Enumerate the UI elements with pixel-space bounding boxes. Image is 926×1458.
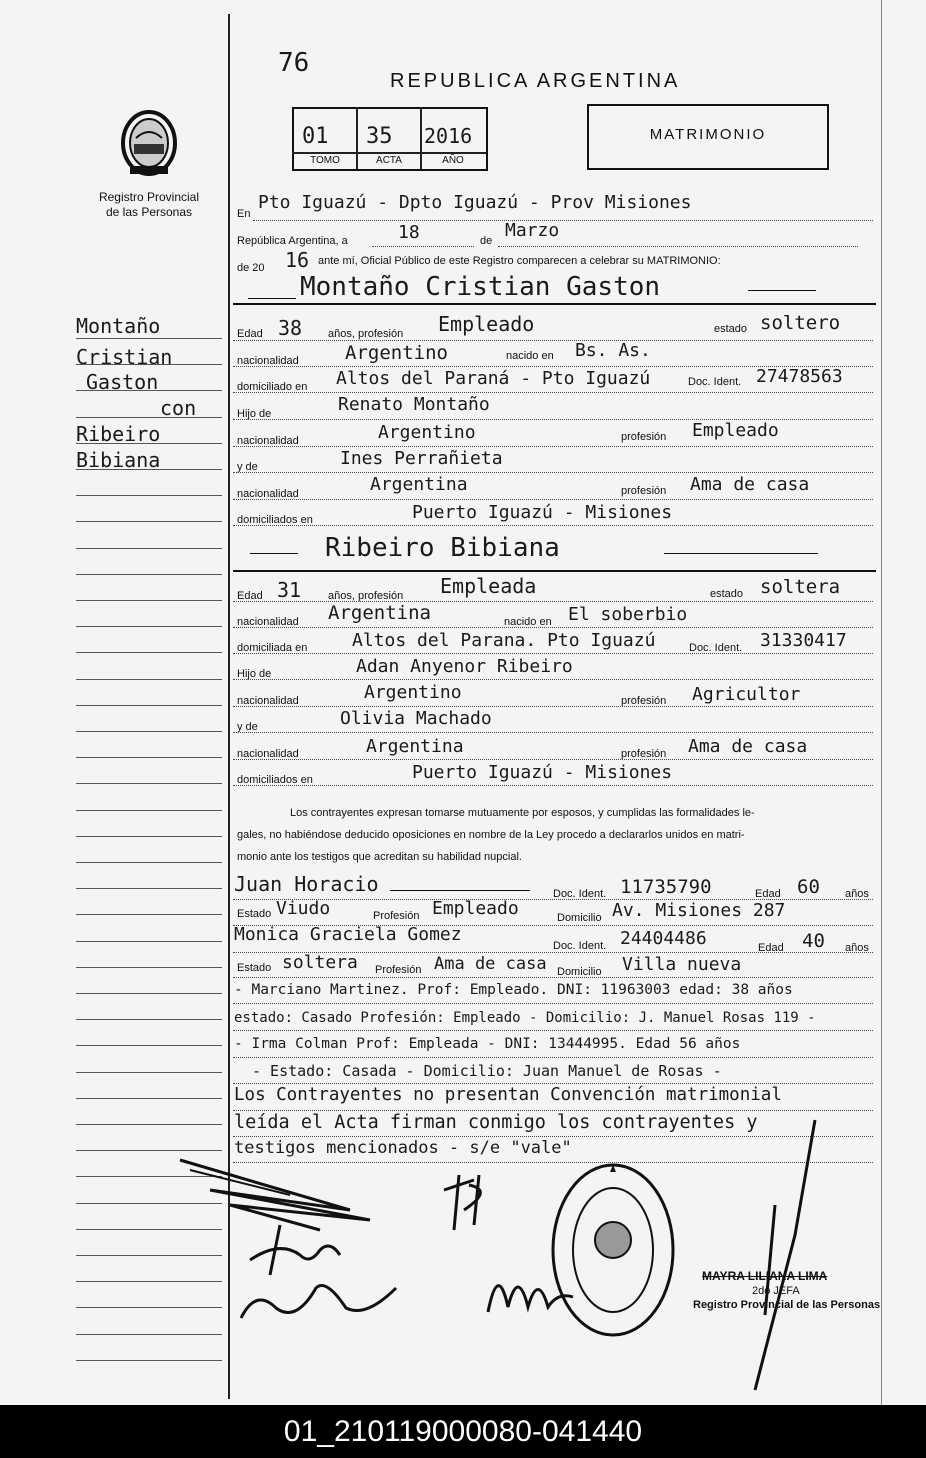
witness2-doc-label: Doc. Ident. [553, 940, 607, 952]
declaration-line2: gales, no habiéndose deducido oposiciones en nombre de la Ley procedo a declararlos unidos en matri- [237, 829, 745, 841]
intro-text: ante mí, Oficial Público de este Registro comparecen a celebrar su MATRIMONIO: [318, 255, 721, 267]
witness1-address-label: Domicilio [557, 912, 602, 924]
groom-nationality-label: nacionalidad [237, 355, 299, 367]
margin-rule-line [76, 652, 222, 653]
note-line: leída el Acta firman conmigo los contrayentes y [234, 1112, 758, 1133]
de-label: de [480, 235, 493, 247]
bride-father-profession-label: profesión [621, 695, 667, 707]
bride-doc: 31330417 [760, 630, 847, 651]
groom-father-nationality: Argentino [378, 422, 476, 443]
bride-nationality: Argentina [328, 602, 431, 624]
witness1-profession: Empleado [432, 898, 519, 919]
registry-name-line1: Registro Provincial [98, 190, 200, 204]
margin-rule-line [76, 600, 222, 601]
witness1-age: 60 [797, 876, 820, 898]
registry-name-line2: de las Personas [105, 205, 193, 219]
groom-mother-label: y de [237, 461, 258, 473]
margin-rule-line [76, 417, 222, 418]
margin-rule-line [76, 967, 222, 968]
margin-note-line: Montaño [76, 314, 161, 338]
act-type-box [587, 104, 829, 170]
margin-note-line: Gaston [86, 370, 159, 394]
witness2-status-label: Estado [237, 962, 272, 974]
margin-rule-line [76, 1281, 222, 1282]
margin-rule-line [76, 1255, 222, 1256]
official-signature-stroke [735, 1115, 825, 1395]
bride-status: soltera [760, 576, 841, 598]
groom-mother-profession: Ama de casa [690, 474, 810, 495]
margin-rule-line [76, 1334, 222, 1335]
registry-seal [118, 108, 180, 178]
witness2-address: Villa nueva [622, 954, 742, 975]
witness2-signature [236, 1268, 406, 1328]
bride-mother-nationality: Argentina [366, 736, 464, 757]
margin-rule-line [76, 914, 222, 915]
bride-doc-label: Doc. Ident. [689, 642, 743, 654]
margin-rule-line [76, 1360, 222, 1361]
bride-profession: Empleada [440, 574, 537, 598]
margin-rule-line [76, 757, 222, 758]
witness1-age-label: Edad [755, 888, 781, 900]
margin-rule-line [76, 836, 222, 837]
bride-address: Altos del Parana. Pto Iguazú [352, 630, 656, 651]
groom-parents-address-label: domiciliados en [237, 514, 313, 526]
month-value: Marzo [505, 220, 560, 241]
bride-parents-address-label: domiciliados en [237, 774, 313, 786]
margin-rule-line [76, 862, 222, 863]
groom-mother-nationality-label: nacionalidad [237, 488, 299, 500]
bride-father-profession: Agricultor [692, 684, 801, 705]
witness1-doc-label: Doc. Ident. [553, 888, 607, 900]
groom-status: soltero [760, 312, 841, 334]
margin-note-line: con [160, 396, 197, 420]
bride-profession-label: años, profesión [328, 590, 404, 602]
bride-age-label: Edad [237, 590, 263, 602]
bride-mother-profession-label: profesión [621, 748, 667, 760]
groom-father-label: Hijo de [237, 408, 272, 420]
note-line: - Marciano Martinez. Prof: Empleado. DNI: 11963003 edad: 38 años [234, 982, 793, 998]
anio-label: AÑO [442, 155, 464, 166]
witness1-name: Juan Horacio [234, 872, 379, 896]
bride-birthplace: El soberbio [568, 604, 688, 625]
witness2-address-label: Domicilio [557, 966, 602, 978]
note-line: - Irma Colman Prof: Empleada - DNI: 13444995. Edad 56 años [234, 1036, 741, 1052]
margin-rule-line [76, 1019, 222, 1020]
margin-rule-line [76, 810, 222, 811]
groom-father-nationality-label: nacionalidad [237, 435, 299, 447]
witness1-years-label: años [845, 888, 869, 900]
witness2-profession-label: Profesión [375, 964, 422, 976]
margin-rule-line [76, 364, 222, 365]
country-label: República Argentina, a [237, 235, 348, 247]
official-name: MAYRA LILIANA LIMA [702, 1269, 828, 1283]
official-title: 2do JEFA [752, 1285, 800, 1297]
groom-parents-address: Puerto Iguazú - Misiones [412, 502, 673, 523]
bride-address-label: domiciliada en [237, 642, 308, 654]
groom-profession-label: años, profesión [328, 328, 404, 340]
note-line: Los Contrayentes no presentan Convención matrimonial [234, 1085, 782, 1105]
groom-father: Renato Montaño [338, 394, 490, 415]
margin-rule-line [76, 443, 222, 444]
witness2-years-label: años [845, 942, 869, 954]
acta-label: ACTA [376, 155, 402, 166]
margin-rule-line [76, 495, 222, 496]
groom-mother: Ines Perrañieta [340, 448, 503, 469]
groom-birthplace-label: nacido en [506, 350, 554, 362]
witness2-age-label: Edad [758, 942, 784, 954]
en-label: En [237, 208, 251, 220]
margin-rule-line [76, 1307, 222, 1308]
bride-father-label: Hijo de [237, 668, 272, 680]
margin-note-line: Cristian [76, 345, 173, 369]
margin-rule-line [76, 390, 222, 391]
margin-rule-line [76, 993, 222, 994]
groom-mother-nationality: Argentina [370, 474, 468, 495]
witness2-profession: Ama de casa [434, 954, 547, 974]
witness1-status-label: Estado [237, 908, 272, 920]
witness1-address: Av. Misiones 287 [612, 900, 786, 921]
margin-note-line: Bibiana [76, 448, 161, 472]
country-title: REPUBLICA ARGENTINA [390, 70, 681, 92]
tomo-label: TOMO [310, 155, 340, 166]
bride-mother-label: y de [237, 721, 258, 733]
note-line: - Estado: Casada - Domicilio: Juan Manuel de Rosas - [252, 1062, 722, 1080]
margin-rule-line [76, 521, 222, 522]
bride-signature [434, 1170, 504, 1240]
witness1-doc: 11735790 [620, 876, 712, 898]
tomo-value: 01 [302, 124, 329, 149]
margin-rule-line [76, 705, 222, 706]
note-line: testigos mencionados - s/e "vale" [234, 1138, 572, 1158]
official-stamp [548, 1160, 678, 1340]
bride-father-nationality-label: nacionalidad [237, 695, 299, 707]
margin-rule-line [76, 941, 222, 942]
margin-rule-line [76, 1124, 222, 1125]
groom-age: 38 [278, 316, 303, 340]
stamp-icon [548, 1160, 678, 1340]
margin-rule-line [76, 679, 222, 680]
act-type-label: MATRIMONIO [649, 126, 767, 143]
bride-parents-address: Puerto Iguazú - Misiones [412, 762, 673, 783]
margin-rule-line [76, 338, 222, 339]
groom-doc-label: Doc. Ident. [688, 376, 742, 388]
groom-birthplace: Bs. As. [575, 340, 651, 361]
groom-age-label: Edad [237, 328, 263, 340]
anio-value: 2016 [424, 124, 473, 148]
margin-rule-line [76, 626, 222, 627]
margin-rule-line [76, 1072, 222, 1073]
footer-code: 01_210119000080-041440 [0, 1405, 926, 1458]
margin-rule-line [76, 1098, 222, 1099]
witness1-profession-label: Profesión [373, 910, 420, 922]
place-value: Pto Iguazú - Dpto Iguazú - Prov Misiones [258, 192, 692, 213]
groom-nationality: Argentino [345, 342, 448, 364]
day-value: 18 [398, 222, 420, 243]
witness2-name: Monica Graciela Gomez [234, 924, 462, 945]
year-suffix: 16 [285, 248, 310, 272]
bride-nationality-label: nacionalidad [237, 616, 299, 628]
coat-of-arms-icon [118, 108, 180, 178]
bride-birthplace-label: nacido en [504, 616, 552, 628]
groom-address-label: domiciliado en [237, 381, 308, 393]
declaration-line3: monio ante los testigos que acreditan su habilidad nupcial. [237, 851, 522, 863]
bride-name: Ribeiro Bibiana [325, 533, 560, 563]
bride-age: 31 [277, 578, 302, 602]
witness1-status: Viudo [276, 898, 331, 919]
official-office: Registro Provincial de las Personas [693, 1299, 881, 1311]
groom-profession: Empleado [438, 312, 535, 336]
margin-rule-line [76, 731, 222, 732]
bride-status-label: estado [710, 588, 744, 600]
witness2-doc: 24404486 [620, 928, 707, 949]
margin-rule-line [76, 548, 222, 549]
margin-rule-line [76, 1045, 222, 1046]
margin-rule-line [76, 469, 222, 470]
bride-mother-profession: Ama de casa [688, 736, 808, 757]
groom-address: Altos del Paraná - Pto Iguazú [336, 368, 651, 389]
margin-rule-line [76, 783, 222, 784]
groom-status-label: estado [714, 323, 748, 335]
groom-father-profession-label: profesión [621, 431, 667, 443]
note-line: estado: Casado Profesión: Empleado - Domicilio: J. Manuel Rosas 119 - [234, 1010, 816, 1026]
bride-mother-nationality-label: nacionalidad [237, 748, 299, 760]
groom-name: Montaño Cristian Gaston [300, 272, 661, 302]
groom-mother-profession-label: profesión [621, 485, 667, 497]
witness2-age: 40 [802, 930, 825, 952]
right-edge-line [881, 0, 882, 1405]
margin-rule-line [76, 888, 222, 889]
page-number: 76 [278, 48, 310, 78]
year-label: de 20 [237, 262, 265, 274]
bride-mother: Olivia Machado [340, 708, 492, 729]
acta-value: 35 [366, 124, 393, 149]
bride-father: Adan Anyenor Ribeiro [356, 656, 573, 677]
groom-father-profession: Empleado [692, 420, 779, 441]
margin-note-line: Ribeiro [76, 422, 161, 446]
groom-doc: 27478563 [756, 366, 843, 387]
bride-father-nationality: Argentino [364, 682, 462, 703]
declaration-line1: Los contrayentes expresan tomarse mutuamente por esposos, y cumplidas las formalidades le- [290, 807, 755, 819]
margin-rule-line [76, 574, 222, 575]
witness2-status: soltera [282, 952, 358, 973]
